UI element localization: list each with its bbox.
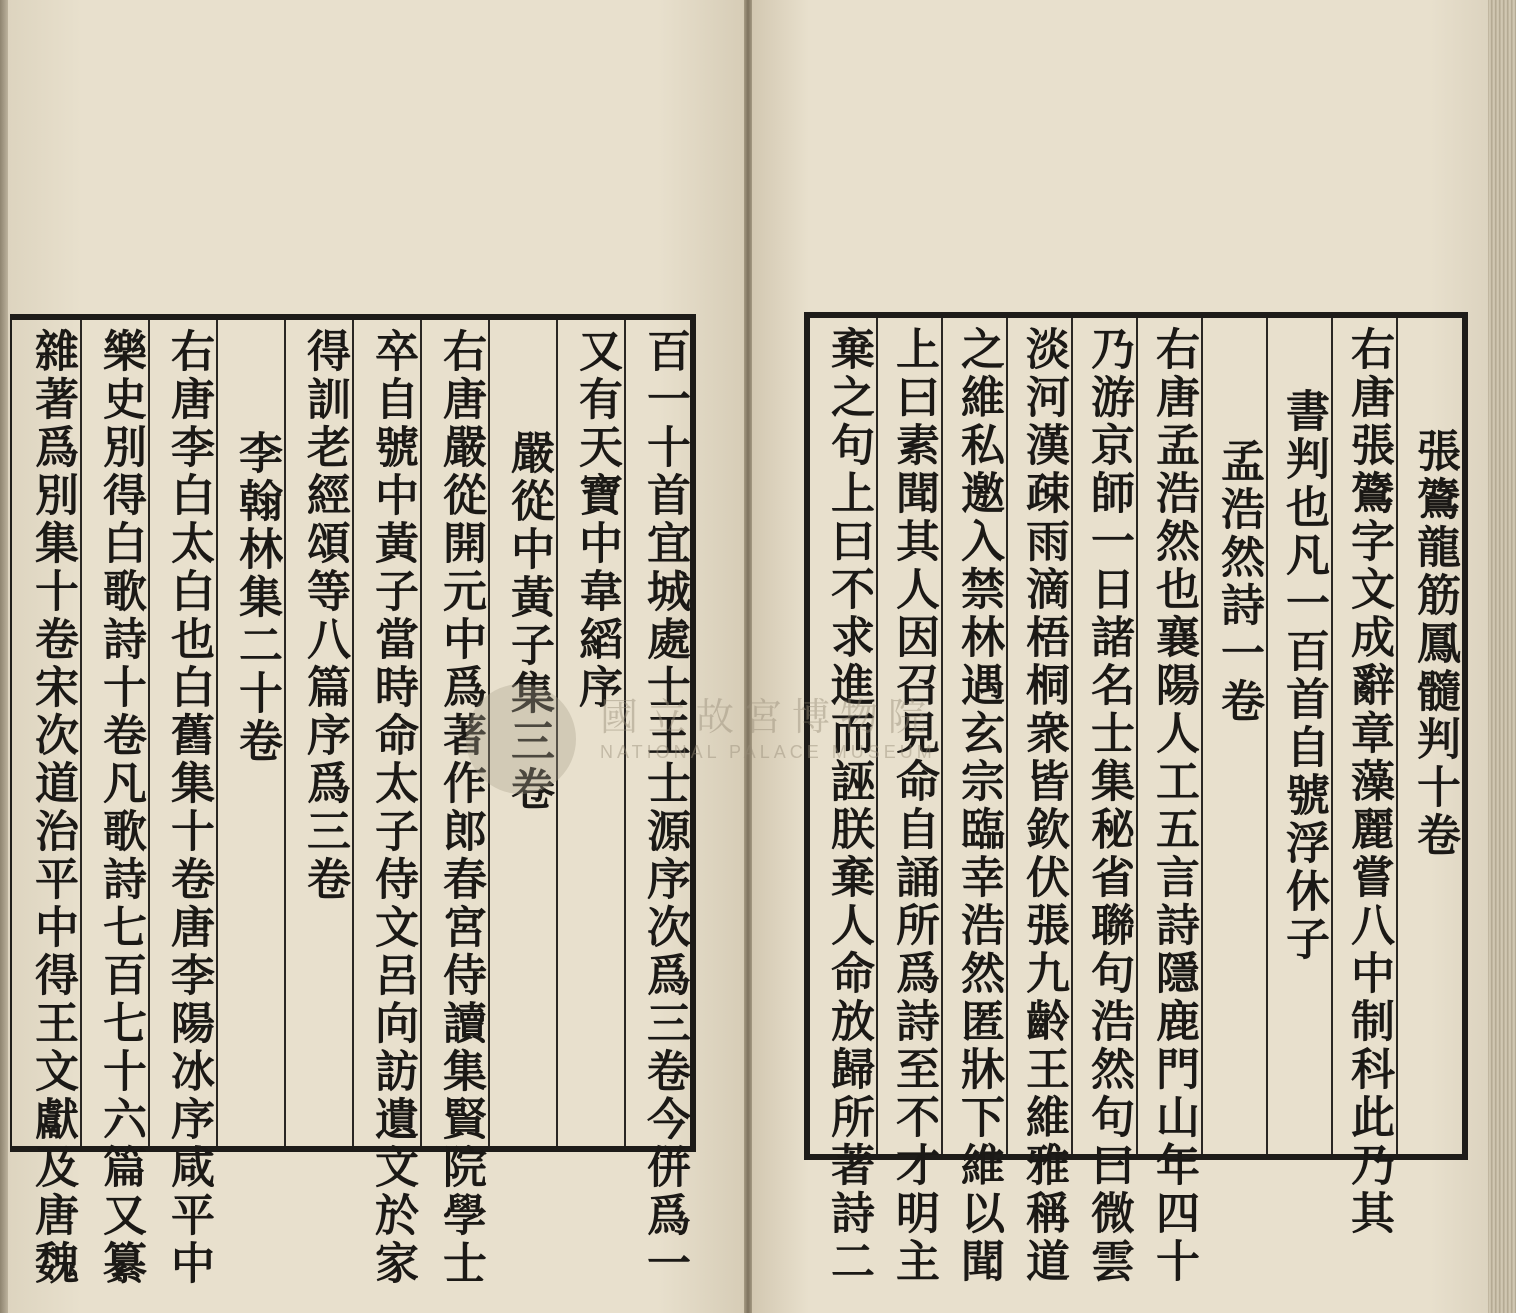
column-text: 右唐張鷟字文成辭章藻麗嘗八中制科此乃其 [1343,326,1394,1238]
watermark-text: 國立故宮博物院 [600,695,937,739]
text-column [1201,318,1266,1154]
column-text: 孟浩然詩一卷 [1213,438,1264,726]
text-column [1396,318,1462,1154]
column-text: 得訓老經頌等八篇序爲三卷 [299,328,350,904]
column-text: 樂史別得白歌詩十卷凡歌詩七百七十六篇又纂 [95,328,146,1288]
column-text: 棄之句上曰不求進而誣朕棄人命放歸所著詩二 [823,326,874,1286]
text-column [12,320,80,1288]
column-text: 嚴從中黃子集三卷 [503,430,554,814]
text-column [148,320,216,1288]
watermark-subtext: NATIONAL PALACE MUSEUM [600,742,936,762]
column-text: 上曰素聞其人因召見命自誦所爲詩至不才明主 [888,326,939,1286]
column-text: 卒自號中黃子當時命太子侍文呂向訪遺文於家 [367,328,418,1288]
text-column [284,320,352,1146]
museum-seal-watermark [466,684,576,794]
column-text: 張鷟龍筋鳳髓判十卷 [1409,428,1460,860]
book-gutter [744,0,752,1313]
text-column [352,320,420,1288]
column-text: 乃游京師一日諸名士集秘省聯句浩然句曰微雲 [1083,326,1134,1286]
book-edge-right [1488,0,1516,1313]
text-column [1331,318,1396,1238]
column-text: 淡河漢疎雨滴梧桐衆皆欽伏張九齡王維雅稱道 [1018,326,1069,1286]
column-text: 右唐孟浩然也襄陽人工五言詩隱鹿門山年四十 [1148,326,1199,1286]
text-column [1266,318,1331,1154]
text-column [216,320,284,1146]
column-text: 書判也凡一百首自號浮休子 [1278,388,1329,964]
text-column [1006,318,1071,1286]
column-text: 右唐嚴從開元中爲著作郎春宮侍讀集賢院學士 [435,328,486,1288]
text-column [1136,318,1201,1286]
column-text: 李翰林集二十卷 [231,430,282,766]
text-column [941,318,1006,1286]
text-column [80,320,148,1288]
text-column [1071,318,1136,1286]
column-text: 之維私邀入禁林遇玄宗臨幸浩然匿牀下維以聞 [953,326,1004,1286]
column-text: 右唐李白太白也白舊集十卷唐李陽冰序咸平中 [163,328,214,1288]
column-text: 百一十首宜城處士王士源序次爲三卷今併爲一 [639,328,690,1288]
column-text: 又有天寶中韋縚序 [571,328,622,712]
column-text: 雜著爲別集十卷宋次道治平中得王文獻及唐魏 [27,328,78,1288]
left-text-frame [10,314,696,1288]
